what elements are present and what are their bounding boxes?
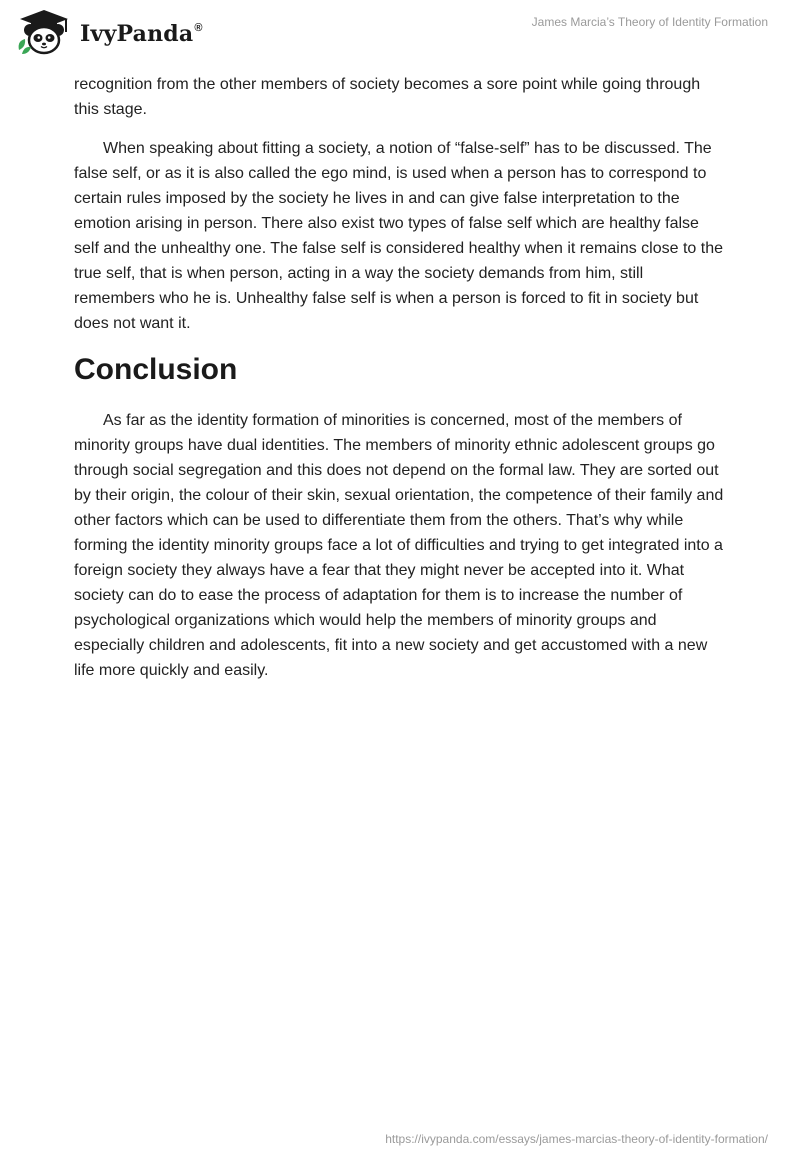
essay-content: [74, 72, 724, 697]
logo-wordmark: IvyPanda®: [80, 21, 203, 47]
document-title: James Marcia’s Theory of Identity Formation: [531, 15, 768, 29]
paragraph-continued: recognition from the other members of society becomes a sore point while going through this stage.: [74, 76, 701, 118]
conclusion-heading: Conclusion: [74, 353, 238, 386]
source-url-link[interactable]: https://ivypanda.com/essays/james-marcias-theory-of-identity-formation/: [385, 1132, 768, 1146]
page-header: [0, 0, 800, 62]
panda-graduate-icon: [14, 8, 74, 56]
paragraph-false-self: When speaking about fitting a society, a notion of “false-self” has to be discussed. The false self, or as it is also called the ego mind, is used when a person has to correspond to certain rules imposed by the society he lives in and can give false interpretation to the emotion arising in person. There also exist two types of false self which are healthy false self and the unhealthy one. The false self is considered healthy when it remains close to the true self, that is when person, acting in a way the society demands from him, still remembers who he is. Unhealthy false self is when a person is forced to fit in society but does not want it.: [74, 140, 723, 332]
paragraph-conclusion: As far as the identity formation of minorities is concerned, most of the members of minority groups have dual identities. The members of minority ethnic adolescent groups go through social segregation and this does not depend on the formal law. They are sorted out by their origin, the colour of their skin, sexual orientation, the competence of their family and other factors which can be used to differentiate them from the others. That’s why while forming the identity minority groups face a lot of difficulties and trying to get integrated into a foreign society they always have a fear that they might never be accepted into it. What society can do to ease the process of adaptation for them is to increase the number of psychological organizations which would help the members of minority groups and especially children and adolescents, fit into a new society and get accustomed with a new life more quickly and easily.: [74, 412, 724, 679]
registered-mark: ®: [194, 21, 203, 34]
ivypanda-logo[interactable]: [14, 8, 203, 56]
